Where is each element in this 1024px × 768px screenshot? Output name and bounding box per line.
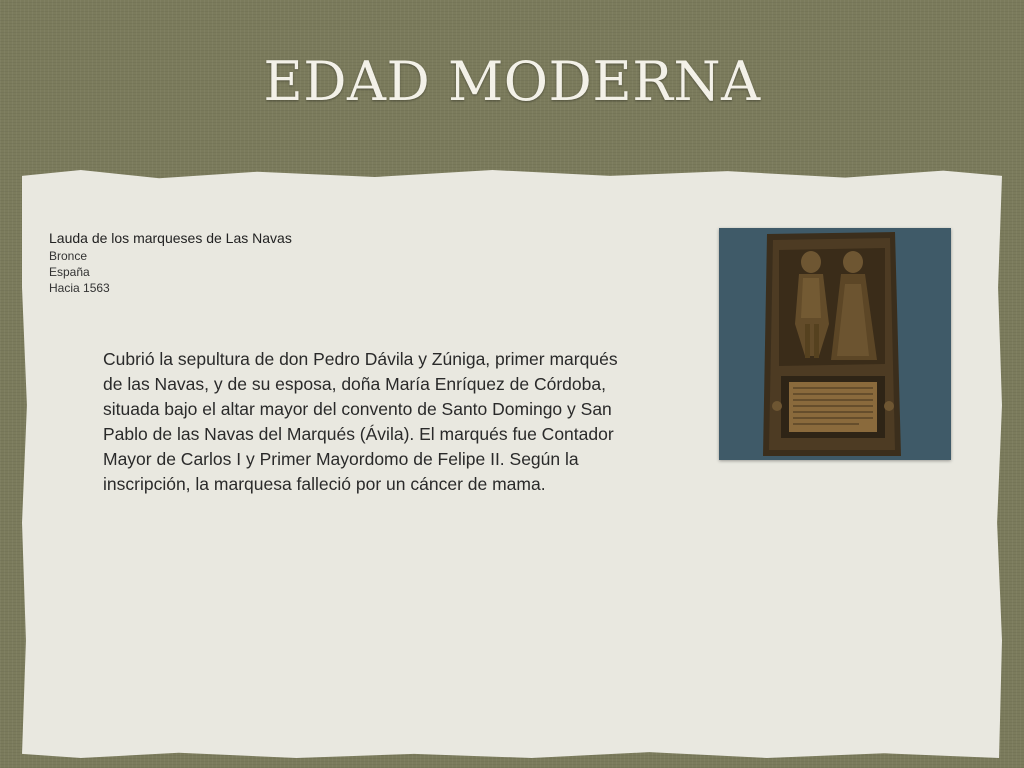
artwork-date: Hacia 1563: [49, 281, 110, 295]
artwork-photo: [719, 228, 951, 460]
artwork-origin: España: [49, 265, 90, 279]
artwork-caption: [49, 230, 292, 296]
artwork-title: Lauda de los marqueses de Las Navas: [49, 230, 292, 246]
description-text: Cubrió la sepultura de don Pedro Dávila y Zúniga, primer marqués de las Navas, y de su esposa, doña María Enríquez de Córdoba, situada bajo el altar mayor del convento de Santo Domingo y San Pablo de las Navas del Marqués (Ávila). El marqués fue Contador Mayor de Carlos I y Primer Mayordomo de Felipe II. Según la inscripción, la marquesa falleció por un cáncer de mama.: [103, 349, 618, 494]
artwork-material: Bronce: [49, 249, 88, 263]
slide-title: EDAD MODERNA: [263, 50, 761, 113]
